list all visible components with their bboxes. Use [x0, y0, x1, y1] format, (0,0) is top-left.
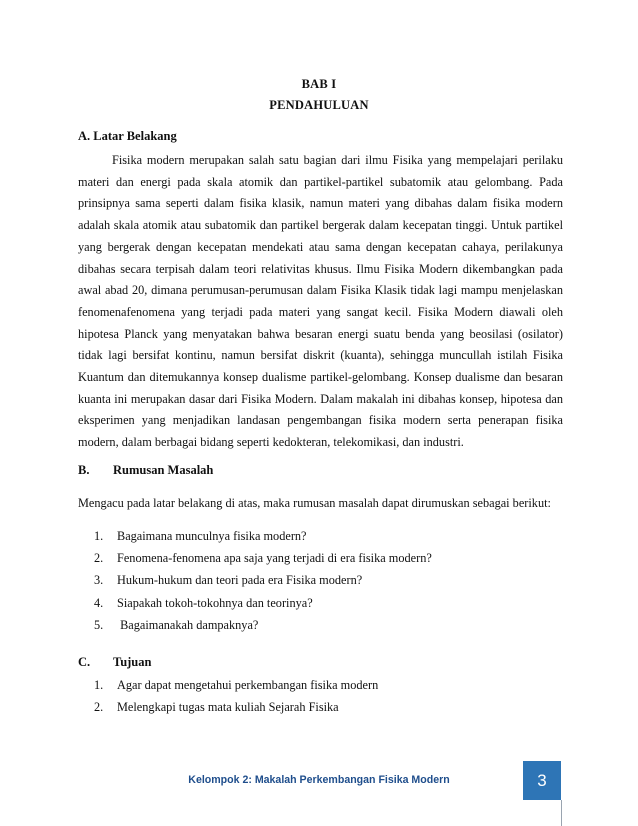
list-text: Fenomena-fenomena apa saja yang terjadi di era fisika modern? — [117, 551, 432, 566]
list-number: 2. — [94, 700, 104, 715]
list-number: 2. — [94, 551, 104, 566]
footer-divider — [561, 800, 562, 826]
list-item — [78, 592, 432, 614]
list-text: Agar dapat mengetahui perkembangan fisika modern — [117, 678, 379, 692]
background-text: Fisika modern merupakan salah satu bagian dari ilmu Fisika yang mempelajari perilaku materi dan energi pada skala atomik dan partikel-partikel subatomik atau gelombang. Pada prinsipnya sama seperti dalam fisika klasik, namun materi yang dibahas dalam fisika modern adalah skala atomik atau subatomik dan partikel bergerak dalam kecepatan tinggi. Untuk partikel yang bergerak dengan kecepatan mendekati atau sama dengan kecepatan cahaya, perilakunya dibahas secara terpisah dalam teori relativitas khusus. Ilmu Fisika Modern dikembangkan pada awal abad 20, dimana perumusan-perumusan dalam Fisika Klasik tidak lagi mampu menjelaskan fenomenafenomena yang terjadi pada materi yang sangat kecil. Fisika Modern diawali oleh hipotesa Planck yang menyatakan bahwa besaran energi suatu benda yang beosilasi (osilator) tidak lagi bersifat kontinu, namun bersifat diskrit (kuanta), sehingga muncullah istilah Fisika Kuantum dan ditemukannya konsep dualisme partikel-gelombang. Konsep dualisme dan besaran kuanta ini merupakan dasar dari Fisika Modern. Dalam makalah ini dibahas konsep, hipotesa dan eksperimen yang menjadikan landasan pengembangan fisika modern serta penerapan fisika modern, dalam berbagai bidang seperti kedokteran, telekomikasi, dan industri. — [78, 153, 563, 450]
list-number: 3. — [94, 573, 104, 588]
footer-caption: Kelompok 2: Makalah Perkembangan Fisika Modern — [188, 774, 450, 786]
list-item — [78, 614, 432, 636]
section-b-letter: B. — [78, 463, 90, 477]
list-item — [78, 674, 378, 696]
problem-list — [78, 525, 432, 636]
list-item — [78, 525, 432, 547]
list-item — [78, 547, 432, 569]
background-paragraph — [78, 150, 563, 454]
list-number: 4. — [94, 595, 104, 610]
section-c-heading: Tujuan — [113, 655, 152, 669]
list-item — [78, 696, 378, 718]
list-text: Melengkapi tugas mata kuliah Sejarah Fisika — [117, 700, 339, 715]
list-text: Hukum-hukum dan teori pada era Fisika modern? — [117, 573, 363, 588]
section-b-heading: Rumusan Masalah — [113, 463, 214, 477]
list-text: Bagaimanakah dampaknya? — [117, 617, 259, 632]
goal-list — [78, 674, 378, 718]
problem-intro: Mengacu pada latar belakang di atas, maka rumusan masalah dapat dirumuskan sebagai berikut: — [78, 496, 551, 510]
list-number: 1. — [94, 529, 104, 543]
section-c-letter: C. — [78, 655, 91, 669]
chapter-title: PENDAHULUAN — [269, 98, 369, 112]
section-a-heading: A. Latar Belakang — [78, 129, 177, 143]
list-number: 5. — [94, 617, 104, 632]
list-item — [78, 569, 432, 591]
chapter-label: BAB I — [301, 77, 337, 91]
list-number: 1. — [94, 678, 104, 692]
page-number-badge: 3 — [523, 761, 561, 800]
list-text: Bagaimana munculnya fisika modern? — [117, 529, 307, 543]
list-text: Siapakah tokoh-tokohnya dan teorinya? — [117, 595, 313, 610]
